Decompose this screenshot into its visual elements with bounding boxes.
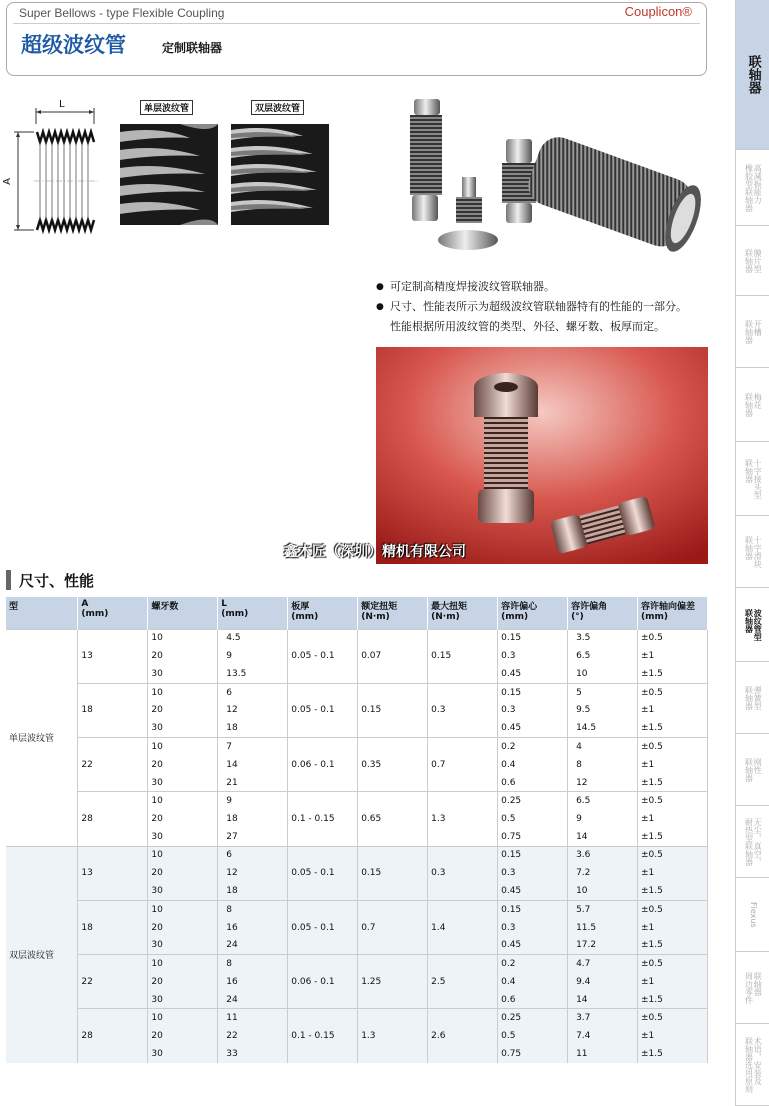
table-cell: 30 <box>148 882 218 900</box>
table-cell: 5 <box>568 683 638 701</box>
table-cell: 1.25 <box>358 955 428 1009</box>
table-cell: 30 <box>148 828 218 846</box>
table-cell: 9.4 <box>568 973 638 991</box>
table-cell: 20 <box>148 1027 218 1045</box>
table-cell: 6 <box>218 846 288 864</box>
column-header-label: 容许轴向偏差 <box>641 602 696 612</box>
dim-label-A: A <box>1 178 13 185</box>
table-row <box>6 1009 708 1027</box>
column-header-label: 板厚 <box>291 602 310 612</box>
table-cell: 0.45 <box>498 882 568 900</box>
table-cell: 10 <box>568 882 638 900</box>
table-cell: 7.4 <box>568 1027 638 1045</box>
table-cell: ±1 <box>638 973 708 991</box>
double-layer-section-image <box>231 124 329 225</box>
table-cell: 13.5 <box>218 665 288 683</box>
table-cell: 30 <box>148 991 218 1009</box>
table-cell: 4 <box>568 738 638 756</box>
table-cell: 0.2 <box>498 955 568 973</box>
table-cell: 0.05 - 0.1 <box>288 846 358 900</box>
sidebar-tab-label: 十字接头型 联轴器 <box>744 458 763 499</box>
sidebar-tab[interactable] <box>735 806 769 878</box>
table-cell: 0.4 <box>498 973 568 991</box>
sidebar-tab-label: 术语、安装及 联轴器选用原则 <box>744 1036 763 1093</box>
table-cell: ±1.5 <box>638 719 708 737</box>
table-cell: ±1.5 <box>638 665 708 683</box>
table-cell: 0.05 - 0.1 <box>288 900 358 954</box>
table-cell: 0.7 <box>358 900 428 954</box>
sidebar-tab-label: 波纹管型 联轴器 <box>744 608 763 641</box>
sidebar-tab[interactable] <box>735 952 769 1024</box>
table-cell: 8 <box>568 756 638 774</box>
table-cell: 0.65 <box>358 792 428 846</box>
single-layer-label: 单层波纹管 <box>140 100 193 115</box>
column-header-unit: (mm) <box>221 609 249 619</box>
table-cell: 0.45 <box>498 719 568 737</box>
table-cell: 18 <box>218 810 288 828</box>
table-cell: 16 <box>218 973 288 991</box>
table-cell: 12 <box>218 864 288 882</box>
table-cell: 0.06 - 0.1 <box>288 738 358 792</box>
column-header-label: L <box>221 599 228 609</box>
column-header-unit: (mm) <box>81 609 109 619</box>
table-cell: 0.15 <box>498 846 568 864</box>
dim-label-L: L <box>59 99 65 110</box>
table-cell: ±0.5 <box>638 900 708 918</box>
table-cell: 30 <box>148 719 218 737</box>
column-header <box>218 597 288 629</box>
table-cell: 7 <box>218 738 288 756</box>
table-cell: ±1.5 <box>638 991 708 1009</box>
column-header <box>288 597 358 629</box>
single-layer-section-image <box>120 124 218 225</box>
table-cell: 8 <box>218 900 288 918</box>
table-cell: 28 <box>78 1009 148 1063</box>
table-row <box>6 683 708 701</box>
table-cell: 27 <box>218 828 288 846</box>
table-cell: 4.5 <box>218 629 288 647</box>
table-cell: 10 <box>148 900 218 918</box>
sidebar-tab-label: 无尘、真空、 耐热型联轴器 <box>744 817 763 866</box>
table-cell: 0.6 <box>498 991 568 1009</box>
table-cell: 28 <box>78 792 148 846</box>
table-cell: 6.5 <box>568 792 638 810</box>
table-cell: 0.15 <box>498 683 568 701</box>
table-cell: 20 <box>148 919 218 937</box>
table-cell: 0.3 <box>498 647 568 665</box>
table-cell: 0.3 <box>498 919 568 937</box>
sidebar-tab-label: 联轴器 <box>745 55 761 94</box>
table-cell: 0.7 <box>428 738 498 792</box>
spec-table <box>6 597 708 1063</box>
table-row <box>6 900 708 918</box>
table-cell: 11 <box>568 1045 638 1063</box>
column-header-unit: (mm) <box>291 612 319 622</box>
table-header-row <box>6 597 708 629</box>
table-cell: 22 <box>78 955 148 1009</box>
table-cell: 3.5 <box>568 629 638 647</box>
table-cell: 10 <box>148 792 218 810</box>
table-cell: ±1.5 <box>638 774 708 792</box>
sidebar-tab-label: 刚性 联轴器 <box>744 757 763 782</box>
table-cell: 3.6 <box>568 846 638 864</box>
column-header <box>78 597 148 629</box>
table-cell: 18 <box>78 683 148 737</box>
table-cell: 0.6 <box>498 774 568 792</box>
table-cell: 0.3 <box>428 683 498 737</box>
table-cell: 14 <box>568 991 638 1009</box>
table-cell: 5.7 <box>568 900 638 918</box>
table-cell: 18 <box>218 882 288 900</box>
table-cell: ±0.5 <box>638 683 708 701</box>
table-cell: 0.15 <box>498 900 568 918</box>
table-cell: 0.25 <box>498 1009 568 1027</box>
sidebar-tab-label: 十字滑块 联轴器 <box>744 535 763 568</box>
table-cell: 0.15 <box>358 846 428 900</box>
product-photo <box>398 95 708 270</box>
table-row <box>6 792 708 810</box>
table-cell: 0.05 - 0.1 <box>288 629 358 683</box>
table-cell: 0.3 <box>498 701 568 719</box>
table-cell: 2.6 <box>428 1009 498 1063</box>
sidebar-tab-label: 高减振能力 橡胶型联轴器 <box>744 163 763 212</box>
column-header <box>498 597 568 629</box>
table-cell: 12 <box>568 774 638 792</box>
table-cell: 21 <box>218 774 288 792</box>
table-cell: 0.15 <box>358 683 428 737</box>
table-cell: ±1 <box>638 864 708 882</box>
column-header <box>6 597 78 629</box>
table-cell: 11.5 <box>568 919 638 937</box>
table-cell: ±1 <box>638 647 708 665</box>
table-cell: 0.06 - 0.1 <box>288 955 358 1009</box>
table-cell: 0.45 <box>498 937 568 955</box>
column-header-label: 容许偏心 <box>501 602 538 612</box>
sidebar-tab[interactable] <box>735 226 769 296</box>
table-cell: 22 <box>78 738 148 792</box>
sidebar-tab[interactable] <box>735 734 769 806</box>
table-cell: 0.05 - 0.1 <box>288 683 358 737</box>
table-row <box>6 629 708 647</box>
table-cell: ±1 <box>638 756 708 774</box>
sidebar-tab[interactable] <box>735 368 769 442</box>
table-cell: ±1.5 <box>638 1045 708 1063</box>
table-cell: ±0.5 <box>638 846 708 864</box>
table-cell: 0.15 <box>498 629 568 647</box>
table-cell: 9 <box>218 792 288 810</box>
table-cell: 10 <box>148 629 218 647</box>
table-cell: 22 <box>218 1027 288 1045</box>
table-cell: 2.5 <box>428 955 498 1009</box>
sidebar-tab[interactable] <box>735 588 769 662</box>
table-cell: 6 <box>218 683 288 701</box>
table-cell: 33 <box>218 1045 288 1063</box>
table-cell: 10 <box>148 683 218 701</box>
table-cell: 20 <box>148 864 218 882</box>
feature-item: ● 尺寸、性能表所示为超级波纹管联轴器特有的性能的一部分。 <box>376 297 687 317</box>
table-cell: 14 <box>568 828 638 846</box>
column-header <box>638 597 708 629</box>
sidebar-tab-label: 开槽 联轴器 <box>744 319 763 344</box>
table-cell: 0.1 - 0.15 <box>288 792 358 846</box>
column-header-label: 额定扭矩 <box>361 602 398 612</box>
column-header-label: A <box>81 599 89 609</box>
table-cell: 20 <box>148 973 218 991</box>
column-header-unit: (N·m) <box>431 612 460 622</box>
table-cell: 0.35 <box>358 738 428 792</box>
section-title: 尺寸、性能 <box>19 572 95 590</box>
watermark-text: 鑫木匠（深圳）精机有限公司 <box>284 544 466 560</box>
table-cell: ±1.5 <box>638 828 708 846</box>
table-cell: 18 <box>78 900 148 954</box>
table-cell: 1.3 <box>428 792 498 846</box>
brand-logo: Couplicon® <box>624 4 692 19</box>
sidebar-tab[interactable] <box>735 442 769 516</box>
feature-item: ● 可定制高精度焊接波纹管联轴器。 <box>376 277 687 297</box>
column-header-unit: (mm) <box>501 612 529 622</box>
table-row <box>6 955 708 973</box>
column-header <box>358 597 428 629</box>
table-cell: ±0.5 <box>638 629 708 647</box>
coupling-photo-red <box>376 347 708 564</box>
sidebar-tab[interactable] <box>735 150 769 226</box>
table-cell: 9.5 <box>568 701 638 719</box>
table-cell: 10 <box>148 738 218 756</box>
table-cell: 双层波纹管 <box>6 846 78 1063</box>
table-cell: 0.4 <box>498 756 568 774</box>
sidebar-tab[interactable] <box>735 662 769 734</box>
table-cell: 10 <box>148 1009 218 1027</box>
column-header-label: 最大扭矩 <box>431 602 468 612</box>
sidebar-tab-label: Flexus <box>748 901 758 928</box>
sidebar-tab-label: 弹簧型 联轴器 <box>744 685 763 710</box>
table-cell: 0.3 <box>428 846 498 900</box>
column-header-label: 螺牙数 <box>151 602 179 612</box>
column-header <box>148 597 218 629</box>
table-cell: 24 <box>218 991 288 1009</box>
page-subtitle: 定制联轴器 <box>162 41 223 55</box>
table-cell: ±0.5 <box>638 955 708 973</box>
table-cell: 8 <box>218 955 288 973</box>
table-cell: 11 <box>218 1009 288 1027</box>
sidebar-tab[interactable] <box>735 296 769 368</box>
bellows-dimension-drawing <box>1 96 104 236</box>
table-cell: 4.7 <box>568 955 638 973</box>
table-cell: ±1 <box>638 919 708 937</box>
sidebar-tab[interactable] <box>735 878 769 952</box>
column-header-label: 容许偏角 <box>571 602 608 612</box>
table-cell: 20 <box>148 647 218 665</box>
table-row <box>6 846 708 864</box>
table-cell: 30 <box>148 937 218 955</box>
table-cell: 0.45 <box>498 665 568 683</box>
table-cell: 12 <box>218 701 288 719</box>
sidebar-tab-label: 膜片型 联轴器 <box>744 248 763 273</box>
table-cell: ±0.5 <box>638 738 708 756</box>
table-cell: 30 <box>148 1045 218 1063</box>
table-cell: ±1 <box>638 1027 708 1045</box>
table-cell: 单层波纹管 <box>6 629 78 846</box>
table-cell: 0.25 <box>498 792 568 810</box>
column-header <box>568 597 638 629</box>
table-cell: 20 <box>148 756 218 774</box>
table-cell: 0.2 <box>498 738 568 756</box>
english-title: Super Bellows - type Flexible Coupling <box>19 6 225 20</box>
header-divider <box>13 23 700 24</box>
table-cell: ±1.5 <box>638 937 708 955</box>
table-cell: 0.07 <box>358 629 428 683</box>
column-header-unit: (°) <box>571 612 584 622</box>
table-cell: 10 <box>148 955 218 973</box>
table-cell: ±0.5 <box>638 792 708 810</box>
table-cell: 30 <box>148 774 218 792</box>
table-cell: ±1.5 <box>638 882 708 900</box>
table-cell: 6.5 <box>568 647 638 665</box>
page-header <box>6 2 707 76</box>
table-cell: 18 <box>218 719 288 737</box>
table-row <box>6 738 708 756</box>
sidebar-tab[interactable] <box>735 1024 769 1106</box>
table-cell: 0.75 <box>498 1045 568 1063</box>
table-cell: 7.2 <box>568 864 638 882</box>
table-cell: 3.7 <box>568 1009 638 1027</box>
table-cell: 16 <box>218 919 288 937</box>
table-cell: 0.3 <box>498 864 568 882</box>
table-cell: 30 <box>148 665 218 683</box>
sidebar <box>735 0 769 1106</box>
sidebar-tab[interactable] <box>735 516 769 588</box>
table-cell: 0.15 <box>428 629 498 683</box>
feature-list <box>376 277 687 337</box>
table-cell: 9 <box>218 647 288 665</box>
table-cell: 9 <box>568 810 638 828</box>
sidebar-tab[interactable] <box>735 0 769 150</box>
table-cell: 0.5 <box>498 810 568 828</box>
feature-item-continuation: 性能根据所用波纹管的类型、外径、螺牙数、板厚而定。 <box>390 320 665 333</box>
column-header-unit: (mm) <box>641 612 668 622</box>
table-cell: 10 <box>568 665 638 683</box>
column-header-unit: (N·m) <box>361 612 390 622</box>
table-cell: 0.5 <box>498 1027 568 1045</box>
table-cell: 10 <box>148 846 218 864</box>
table-cell: 0.75 <box>498 828 568 846</box>
sidebar-tab-label: 梅花 联轴器 <box>744 392 763 417</box>
table-cell: 13 <box>78 846 148 900</box>
sidebar-tab-label: 联轴器 周边零件 <box>744 971 763 1004</box>
table-cell: ±1 <box>638 810 708 828</box>
table-cell: ±0.5 <box>638 1009 708 1027</box>
table-cell: 1.3 <box>358 1009 428 1063</box>
table-cell: 1.4 <box>428 900 498 954</box>
table-cell: 13 <box>78 629 148 683</box>
table-cell: 14 <box>218 756 288 774</box>
table-cell: 20 <box>148 701 218 719</box>
double-layer-label: 双层波纹管 <box>251 100 304 115</box>
page-title: 超级波纹管 <box>21 33 126 57</box>
column-header-label: 型 <box>9 602 19 612</box>
table-cell: 17.2 <box>568 937 638 955</box>
table-cell: 0.1 - 0.15 <box>288 1009 358 1063</box>
table-cell: 24 <box>218 937 288 955</box>
column-header <box>428 597 498 629</box>
table-cell: 14.5 <box>568 719 638 737</box>
table-cell: ±1 <box>638 701 708 719</box>
table-cell: 20 <box>148 810 218 828</box>
